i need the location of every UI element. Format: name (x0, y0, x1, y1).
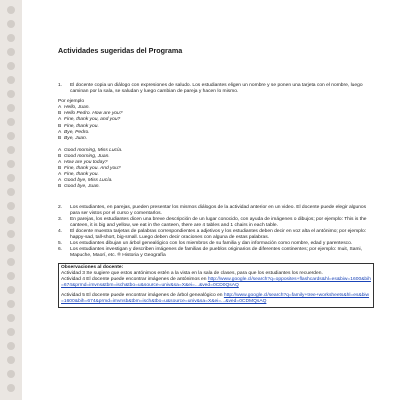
dialogue-text: Fine, thank you. (64, 123, 99, 129)
speaker: B (58, 153, 62, 159)
speaker: A (58, 117, 62, 123)
activity-text: El docente muestra tarjetas de palabras correspondientes a adjetivos y los estudiantes deben decir en voz alta el antónimo; por ejemplo: happy-sad, tall-short, big-small. Luego deben decir oraciones con alguna de estas palabras. (70, 228, 367, 240)
binder-hole (7, 90, 15, 98)
teacher-notes-box (58, 263, 374, 307)
binder-hole (7, 118, 15, 126)
activity-text: Los estudiantes dibujan un árbol genealógico con los miembros de su familia y dan información como nombre, edad y parentesco. (70, 241, 353, 247)
binder-hole (7, 174, 15, 182)
activity-text: Los estudiantes investigan y describen imágenes de familias de pueblos originarios de diferentes continentes; por ejemplo: Inuit, Sami, Mapuche, Maorí, etc. ® Historia y Geografía (70, 247, 362, 259)
activity-number: 3. (58, 216, 63, 222)
dialogue-text: Good bye, Juan. (64, 184, 100, 190)
binder-hole (7, 356, 15, 364)
note-text: Actividad 4 El docente puede encontrar imágenes de antónimos en (61, 277, 207, 283)
activity-item (58, 205, 374, 217)
activity-text: Los estudiantes, en parejas, pueden presentar los mismos diálogos de la actividad anterior en un video. El docente puede elegir algunos para ser vistos por el curso y comentarlos. (70, 204, 367, 216)
speaker: A (58, 160, 62, 166)
activity-text: En parejas, los estudiantes dicen una breve descripción de un lugar conocido, con ayuda de imágenes o dibujos; por ejemplo: This is the canteen, it is big and yellow, we eat in the canteen, there are 4 tables and 1 chairs in each table. (70, 216, 367, 228)
dialogue-text: Fine, thank you. (64, 172, 99, 178)
dialogue-text: Good bye, Miss Lucía. (64, 178, 113, 184)
binder-hole (7, 48, 15, 56)
binder-hole (7, 202, 15, 210)
dialogue-text: Bye, Juan. (64, 135, 88, 141)
speaker: B (58, 123, 62, 129)
binder-hole (7, 314, 15, 322)
binder-hole (7, 342, 15, 350)
speaker: B (58, 184, 62, 190)
spacer (58, 191, 374, 205)
binder-hole (7, 104, 15, 112)
activity-list (58, 205, 374, 260)
speaker: A (58, 105, 62, 111)
binder-hole (7, 146, 15, 154)
binder-hole (7, 76, 15, 84)
binder-hole (7, 62, 15, 70)
speaker: B (58, 166, 62, 172)
example-heading: Por ejemplo (58, 99, 85, 105)
binder-hole (7, 244, 15, 252)
dialogue-text: Fine, thank you, and you? (64, 117, 121, 123)
activity-number: 1. (58, 83, 63, 88)
note-activity-5 (61, 293, 371, 305)
speaker: B (58, 135, 62, 141)
family-tree-link[interactable]: http://www.google.cl/search?q=family+tree+worksheets&hl=es&biw=1600&bih=674&prmd=imvnsb&tbm=isch&tbo=u&source=univ&sa=X&ei=...&ved=0CDMQsAQ (61, 292, 370, 304)
speaker: A (58, 178, 62, 184)
binder-hole (7, 216, 15, 224)
dialogue-1 (58, 105, 374, 142)
binder-hole (7, 34, 15, 42)
speaker: A (58, 172, 62, 178)
binder-hole (7, 6, 15, 14)
activity-number: 6. (58, 247, 63, 253)
dialogue-text: Hello, Juan. (64, 105, 90, 111)
activity-number: 5. (58, 241, 63, 247)
activity-text: El docente copia un diálogo con expresiones de saludo. Los estudiantes eligen un nombre y se ponen una tarjeta con el nombre, luego caminan por la sala, se saludan y luego cambian de pareja y hacen lo mismo. (70, 83, 363, 95)
speaker: A (58, 147, 62, 153)
dialogue-text: Good morning, Miss Lucía. (64, 147, 123, 153)
page-title: Actividades sugeridas del Programa (58, 46, 183, 55)
dialogue-text: Fine, thank you. And you? (64, 166, 121, 172)
dialogue-2 (58, 148, 374, 191)
binder-hole (7, 230, 15, 238)
binder-strip (0, 0, 22, 400)
dialogue-text: How are you today? (64, 160, 108, 166)
dialogue-text: Hello Pedro. How are you? (64, 111, 123, 117)
speaker: B (58, 111, 62, 117)
document-page (58, 46, 374, 308)
note-activity-4 (61, 277, 371, 289)
binder-hole (7, 370, 15, 378)
activity-item (58, 229, 374, 241)
binder-hole (7, 188, 15, 196)
dialogue-text: Bye, Pedro. (64, 129, 90, 135)
binder-hole (7, 160, 15, 168)
antonyms-link[interactable]: http://www.google.cl/search?q=opposites+flashcards&hl=es&biw=1600&bih=674&prmd=imvns&tbm=isch&tbo=u&source=univ&sa=X&ei=...&ved=0CD0QsAQ (61, 277, 371, 289)
activity-number: 2. (58, 204, 63, 210)
binder-hole (7, 258, 15, 266)
binder-hole (7, 132, 15, 140)
notes-heading: Observaciones al docente: (61, 265, 124, 271)
binder-hole (7, 384, 15, 392)
note-text: Actividad 5 El docente puede encontrar imágenes de árbol genealógico en (61, 292, 223, 298)
binder-hole (7, 328, 15, 336)
activity-item (58, 247, 374, 259)
binder-hole (7, 272, 15, 280)
activity-item (58, 83, 374, 95)
activity-item (58, 217, 374, 229)
note-activity-3: Actividad 3 Se sugiere que estos antónimos estén a la vista en la sala de clases, para que los estudiantes los recuerden. (61, 271, 323, 277)
dialogue-text: Good morning, Juan. (64, 153, 110, 159)
binder-hole (7, 20, 15, 28)
speaker: A (58, 129, 62, 135)
activity-number: 4. (58, 228, 63, 234)
binder-hole (7, 286, 15, 294)
binder-hole (7, 300, 15, 308)
